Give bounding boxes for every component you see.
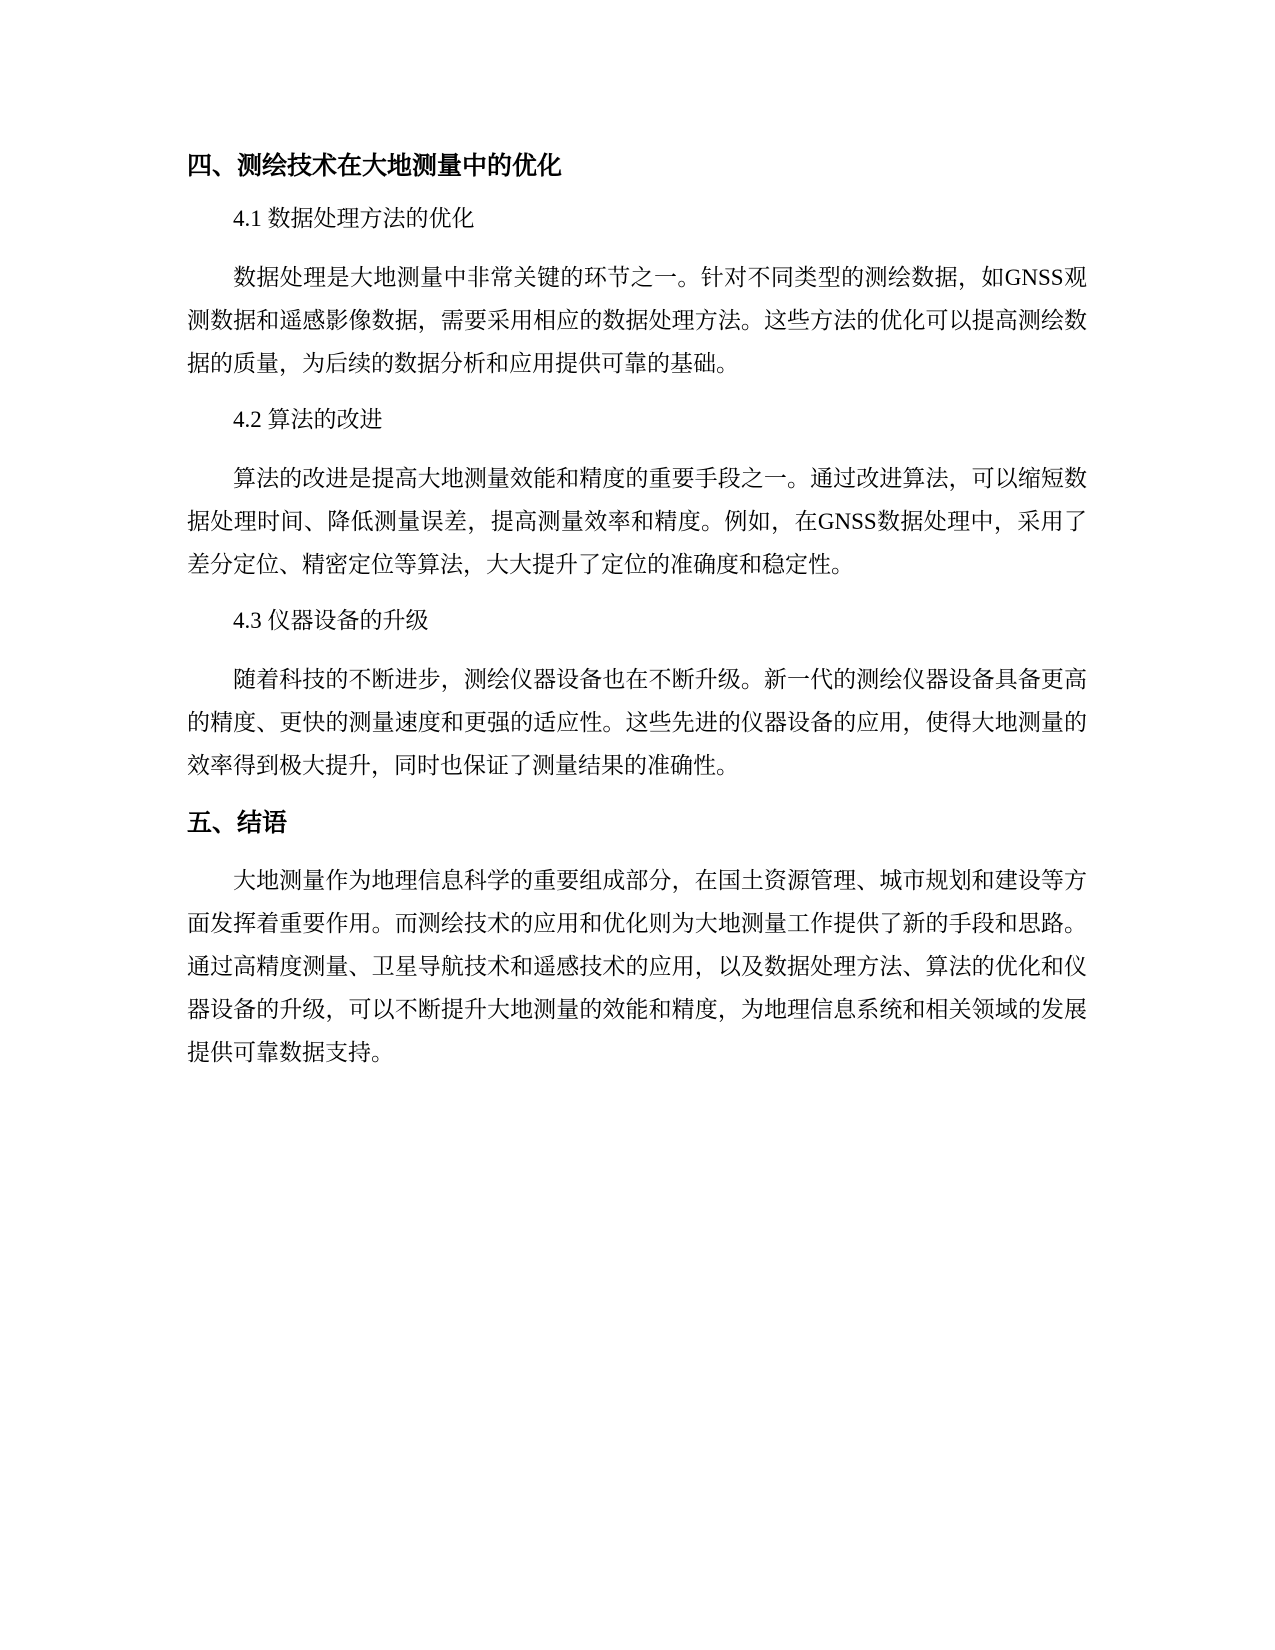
subsection-4-2-heading: 4.2 算法的改进	[233, 407, 383, 432]
subsection-4-1-paragraph: 数据处理是大地测量中非常关键的环节之一。针对不同类型的测绘数据，如GNSS观测数据和遥感影像数据，需要采用相应的数据处理方法。这些方法的优化可以提高测绘数据的质量，为后续的数据分析和应用提供可靠的基础。	[187, 265, 1087, 376]
subsection-4-3-heading: 4.3 仪器设备的升级	[233, 608, 429, 633]
document-page	[187, 140, 1087, 1074]
section-5-heading: 五、结语	[187, 808, 288, 837]
subsection-4-1-heading: 4.1 数据处理方法的优化	[233, 206, 475, 231]
subsection-4-2-paragraph: 算法的改进是提高大地测量效能和精度的重要手段之一。通过改进算法，可以缩短数据处理时间、降低测量误差，提高测量效率和精度。例如，在GNSS数据处理中，采用了差分定位、精密定位等算法，大大提升了定位的准确度和稳定性。	[187, 466, 1087, 577]
subsection-4-3-paragraph: 随着科技的不断进步，测绘仪器设备也在不断升级。新一代的测绘仪器设备具备更高的精度、更快的测量速度和更强的适应性。这些先进的仪器设备的应用，使得大地测量的效率得到极大提升，同时也保证了测量结果的准确性。	[187, 667, 1087, 778]
section-4-heading: 四、测绘技术在大地测量中的优化	[187, 151, 563, 180]
conclusion-paragraph: 大地测量作为地理信息科学的重要组成部分，在国土资源管理、城市规划和建设等方面发挥着重要作用。而测绘技术的应用和优化则为大地测量工作提供了新的手段和思路。通过高精度测量、卫星导航技术和遥感技术的应用，以及数据处理方法、算法的优化和仪器设备的升级，可以不断提升大地测量的效能和精度，为地理信息系统和相关领域的发展提供可靠数据支持。	[187, 868, 1087, 1065]
